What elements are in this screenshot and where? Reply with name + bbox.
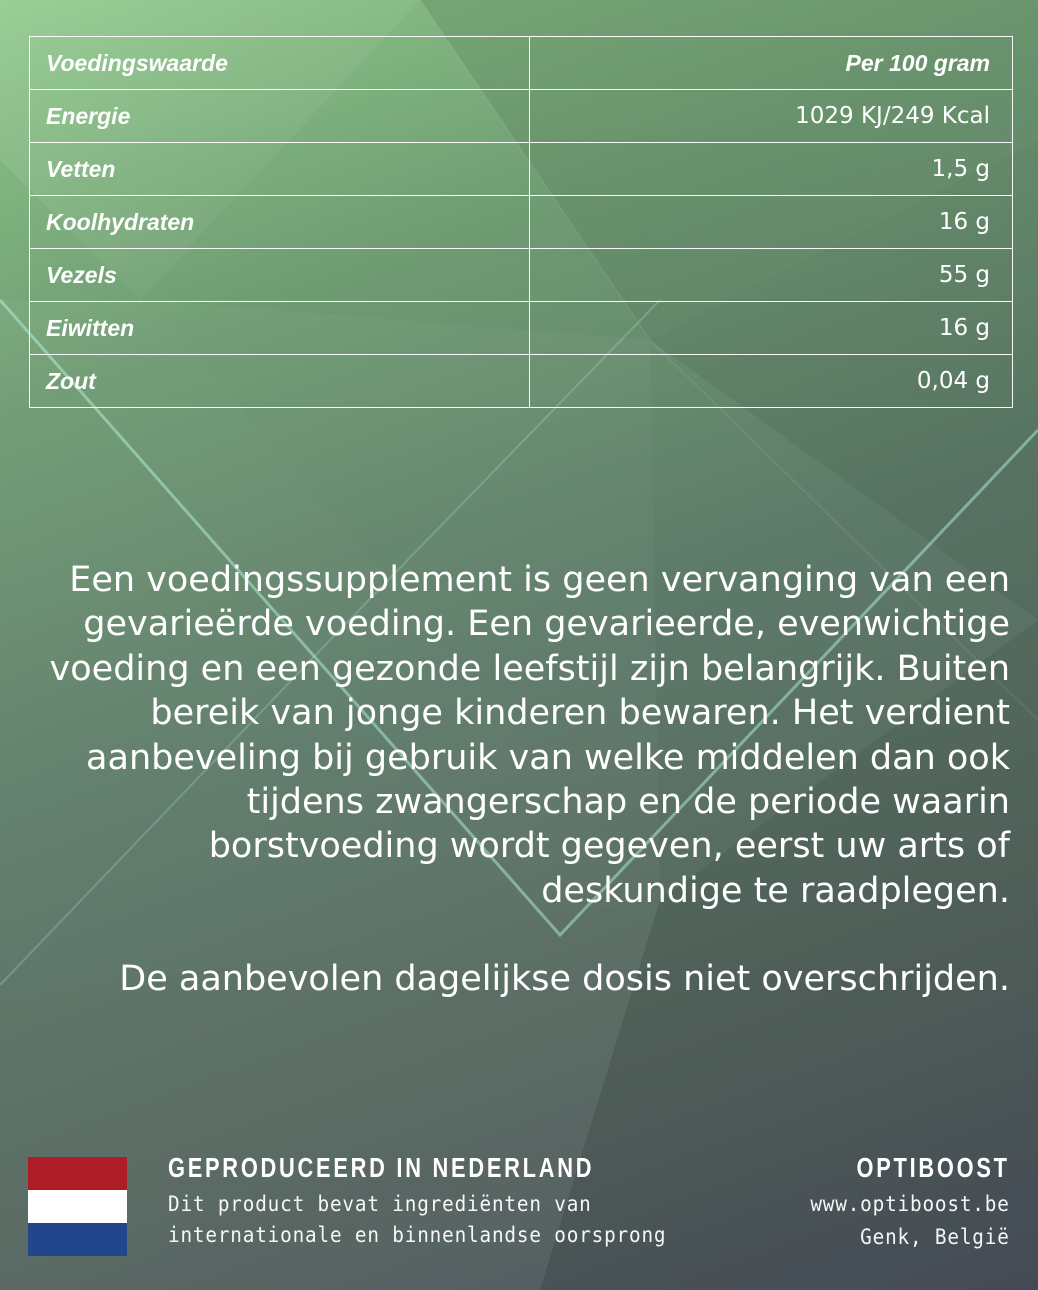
origin-line-1: Dit product bevat ingrediënten van (168, 1192, 592, 1216)
origin-info (168, 1152, 714, 1247)
brand-name: OPTIBOOST (856, 1152, 1010, 1183)
nutrition-row-eiwitten (30, 302, 1013, 355)
nutrition-header-value: Per 100 gram (530, 37, 1013, 90)
disclaimer-line: tijdens zwangerschap en de periode waarin (246, 782, 1010, 823)
nutrition-label: Zout (30, 355, 530, 408)
nutrition-header-label: Voedingswaarde (30, 37, 530, 90)
brand-location: Genk, België (860, 1225, 1010, 1249)
flag-stripe-red (28, 1157, 127, 1190)
nutrition-row-vezels (30, 249, 1013, 302)
origin-title: GEPRODUCEERD IN NEDERLAND (168, 1152, 595, 1183)
nutrition-row-vetten (30, 143, 1013, 196)
nutrition-value: 16 g (530, 302, 1013, 355)
nutrition-value: 16 g (530, 196, 1013, 249)
disclaimer-line: borstvoeding wordt gegeven, eerst uw arts of (208, 826, 1010, 867)
disclaimer-line: deskundige te raadplegen. (541, 870, 1010, 911)
nutrition-label: Vetten (30, 143, 530, 196)
brand-website-link[interactable]: www.optiboost.be (810, 1192, 1010, 1216)
origin-line-2: internationale en binnenlandse oorsprong (168, 1223, 667, 1247)
nutrition-value: 1,5 g (530, 143, 1013, 196)
nutrition-label: Koolhydraten (30, 196, 530, 249)
nutrition-value: 1029 KJ/249 Kcal (530, 90, 1013, 143)
netherlands-flag-icon (28, 1157, 127, 1256)
nutrition-header-row (30, 37, 1013, 90)
nutrition-table (29, 36, 1013, 408)
nutrition-row-zout (30, 355, 1013, 408)
disclaimer-line: voeding en een gezonde leefstijl zijn belangrijk. Buiten (49, 648, 1010, 689)
nutrition-label: Eiwitten (30, 302, 530, 355)
nutrition-value: 0,04 g (530, 355, 1013, 408)
nutrition-row-koolhydraten (30, 196, 1013, 249)
nutrition-row-energie (30, 90, 1013, 143)
supplement-disclaimer (20, 558, 1010, 913)
nutrition-label: Energie (30, 90, 530, 143)
dosage-warning: De aanbevolen dagelijkse dosis niet overschrijden. (119, 959, 1010, 999)
nutrition-label: Vezels (30, 249, 530, 302)
brand-info (793, 1152, 1010, 1249)
flag-stripe-blue (28, 1223, 127, 1256)
nutrition-value: 55 g (530, 249, 1013, 302)
flag-stripe-white (28, 1190, 127, 1223)
disclaimer-line: aanbeveling bij gebruik van welke middelen dan ook (86, 737, 1010, 778)
disclaimer-line: bereik van jonge kinderen bewaren. Het verdient (150, 693, 1010, 734)
disclaimer-line: Een voedingssupplement is geen vervanging van een (69, 560, 1010, 600)
disclaimer-line: gevarieërde voeding. Een gevarieerde, evenwichtige (83, 604, 1010, 645)
